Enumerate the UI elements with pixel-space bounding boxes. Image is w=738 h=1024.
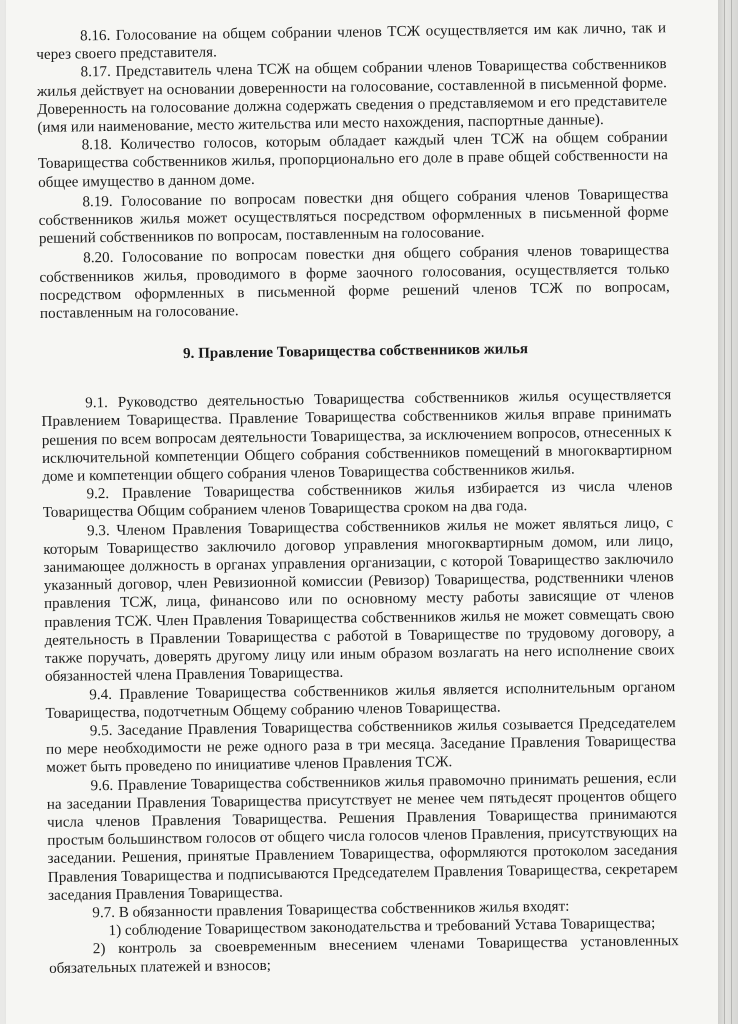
document-text [36,19,679,977]
paragraph-8-18: 8.18. Количество голосов, которым обладает каждый член ТСЖ на общем собрании Товарищества собственников жилья, пропорционально его доле в праве общей собственности на общее имущество в данном доме. [37,129,668,191]
page-stack-edge [718,0,738,1024]
edge-line [731,0,732,1024]
paragraph-9-6: 9.6. Правление Товарищества собственников жилья правомочно принимать решения, если на заседании Правления Товарищества присутствует не менее чем пятьдесят процентов общего числа членов Правления Товарищества. Решения Правления Товарищества принимаются простым большинством голосов от общего числа голосов членов Правления, присутствующих на заседании. Решения, принятые Правлением Товарищества, оформляются протоколом заседания Правления Товарищества и подписываются Председателем Правления Товарищества, секретарем заседания Правления Товарищества. [46,769,678,904]
section-title: 9. Правление Товарищества собственников жилья [182,341,529,363]
paragraph-8-20: 8.20. Голосование по вопросам повестки дня общего собрания членов товарищества собственников жилья, проводимого в форме заочного голосования, осуществляется только посредством оформленных в письменной форме решений членов ТСЖ по вопросам, поставленным на голосование. [39,242,670,323]
list-item-1: 1) соблюдение Товариществом законодательства и требований Устава Товарищества; [108,915,656,940]
paragraph-9-5: 9.5. Заседание Правления Товарищества собственников жилья созывается Председателем по мере необходимости не реже одного раза в три месяца. Заседание Правления Товарищества может быть проведено по инициативе членов Правления ТСЖ. [45,715,677,777]
document-page [6,0,718,1024]
paragraph-9-1: 9.1. Руководство деятельностью Товарищества собственников жилья осуществляется Правлением Товарищества. Правление Товарищества собственников жилья вправе принимать решения по всем вопросам деятельности Товарищества, за исключением вопросов, отнесенных к исключительной компетенции Общего собрания собственников помещений в многоквартирном доме и компетенции общего собрания членов Товарищества собственников жилья. [41,387,673,486]
paragraph-8-19: 8.19. Голосование по вопросам повестки дня общего собрания членов Товарищества собственников жилья может осуществляться посредством оформленных в письменной форме решений собственников по вопросам, поставленным на голосование. [38,186,669,248]
paragraph-9-3: 9.3. Членом Правления Товарищества собственников жилья не может являться лицо, с которым Товарищество заключило договор управления многоквартирным домом, или лицо, занимающее должность в органах управления организации, с которой Товарищество заключило указанный договор, член Ревизионной комиссии (Ревизор) Товарищества, родственники членов правления ТСЖ, лица, финансово или по основному месту работы зависящие от членов правления ТСЖ. Член Правления Товарищества собственников жилья не может совмещать свою деятельность в Правлении Товарищества с работой в Товариществе по трудовому договору, а также поручать, доверять другому лицу или иным образом возлагать на него исполнение своих обязанностей члена Правления Товарищества. [43,514,675,686]
list-item-2: 2) контроль за своевременным внесением членами Товарищества установленных обязательных платежей и взносов; [49,933,679,977]
paragraph-8-16: 8.16. Голосование на общем собрании членов ТСЖ осуществляется им как лично, так и через своего представителя. [36,20,667,64]
paragraph-8-17: 8.17. Представитель члена ТСЖ на общем собрании членов Товарищества собственников жилья действует на основании доверенности на голосование, составленной в письменной форме. Доверенность на голосование должна содержать сведения о представляемом и его представителе (имя или наименование, место жительства или место нахождения, паспортные данные). [36,56,668,137]
paragraph-9-4: 9.4. Правление Товарищества собственников жилья является исполнительным органом Товарищества, подотчетным Общему собранию членов Товарищества. [45,678,676,722]
edge-line [724,0,725,1024]
paragraph-9-7: 9.7. В обязанности правления Товарищества собственников жилья входят: [92,898,570,922]
paragraph-9-2: 9.2. Правление Товарищества собственников жилья избирается из числа членов Товарищества Общим собранием членов Товарищества сроком на два года. [42,478,673,522]
